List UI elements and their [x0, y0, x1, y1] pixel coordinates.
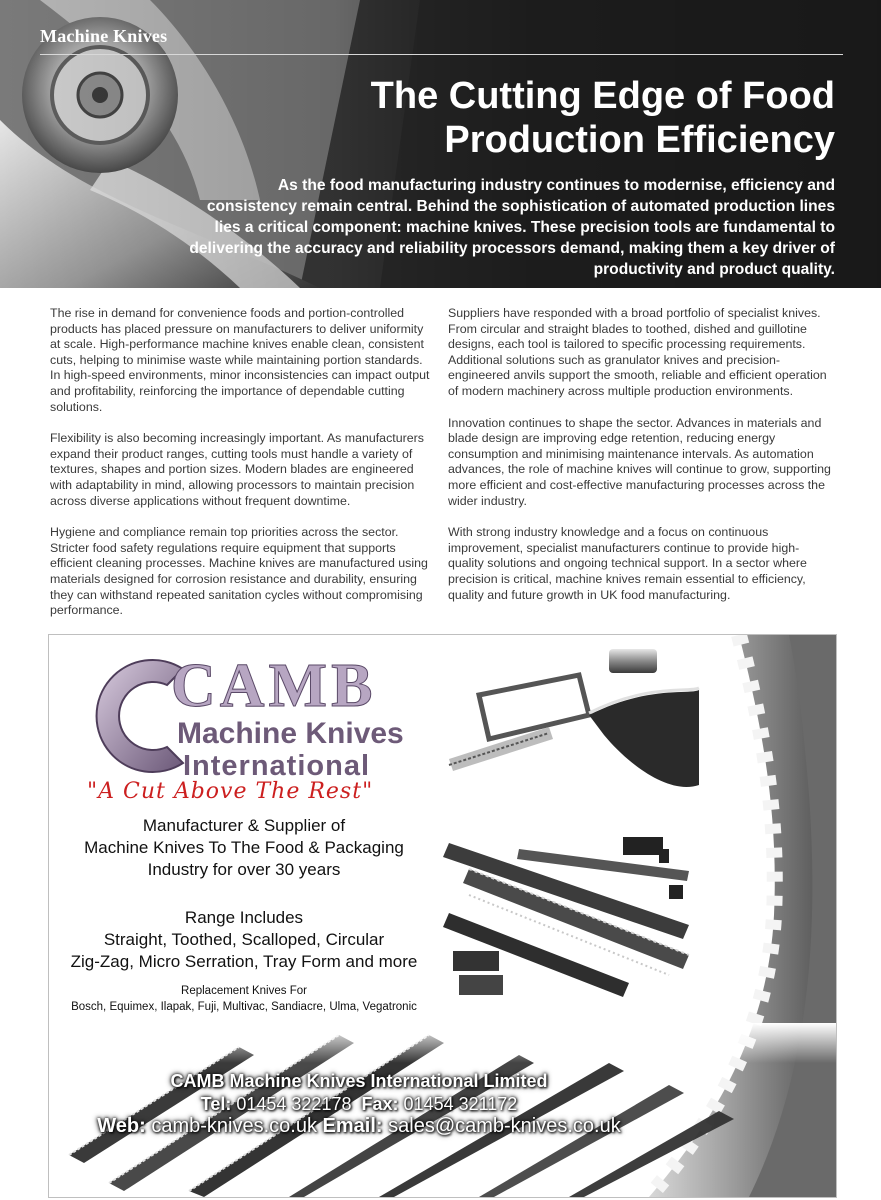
body-paragraph: Innovation continues to shape the sector. Advances in materials and blade design are improving edge retention, reducing energy consumption and minimising maintenance intervals. As automation advances, the role of machine knives will continue to grow, supporting more efficient and cost-effective manufacturing processes across the wider industry.	[448, 415, 831, 508]
body-paragraph: Hygiene and compliance remain top priorities across the sector. Stricter food safety regulations require equipment that supports efficient cleaning processes. Machine knives are manufactured using materials designed for corrosion resistance and durability, ensuring they can withstand repeated sanitation cycles without compromising performance.	[50, 525, 428, 618]
fax-label: Fax:	[361, 1094, 399, 1114]
section-label: Machine Knives	[40, 26, 168, 46]
tel-number[interactable]: 01454 322178	[236, 1094, 352, 1114]
body-column-left	[50, 306, 434, 635]
email-link[interactable]: sales@camb-knives.co.uk	[388, 1115, 621, 1137]
header-divider	[40, 54, 843, 55]
logo-wordmark: CAMB	[171, 652, 377, 720]
logo-tagline: "A Cut Above The Rest"	[87, 779, 374, 804]
logo-line-2: International	[183, 750, 371, 782]
camb-logo	[79, 643, 459, 813]
web-label: Web:	[97, 1115, 146, 1137]
article-standfirst: As the food manufacturing industry continues to modernise, efficiency and consistency remain central. Behind the sophistication of automated production lines lies a critical component: machine knives. These precision tools are fundamental to delivering the accuracy and reliability processors demand, making them a key driver of productivity and product quality.	[189, 177, 835, 278]
logo-line-1: Machine Knives	[177, 717, 404, 750]
headline-line-2: Production Efficiency	[444, 119, 835, 161]
camb-advert	[48, 634, 837, 1198]
body-paragraph: Suppliers have responded with a broad portfolio of specialist knives. From circular and straight blades to toothed, dished and guillotine designs, each tool is tailored to specific processing requirements. Additional solutions such as granulator knives and precision-engineered anvils support the smooth, reliable and efficient operation of modern machinery across multiple production environments.	[448, 306, 827, 398]
manufacturer-line: Manufacturer & Supplier of	[142, 816, 346, 835]
fax-number: 01454 321172	[403, 1094, 518, 1114]
headline-line-1: The Cutting Edge of Food	[370, 75, 835, 117]
article-headline	[275, 74, 835, 162]
manufacturer-line: Machine Knives To The Food & Packaging	[84, 838, 404, 857]
body-column-right	[448, 306, 832, 619]
range-title: Range Includes	[184, 908, 304, 927]
replacement-brands: Bosch, Equimex, Ilapak, Fuji, Multivac, Sandiacre, Ulma, Vegatronic	[71, 1001, 417, 1013]
range-line: Zig-Zag, Micro Serration, Tray Form and more	[70, 952, 418, 971]
range-line: Straight, Toothed, Scalloped, Circular	[103, 930, 385, 949]
web-link[interactable]: camb-knives.co.uk	[151, 1115, 317, 1137]
contact-web-email	[79, 1115, 639, 1138]
advert-manufacturer-text	[49, 815, 439, 881]
header-banner	[0, 0, 881, 288]
body-paragraph: The rise in demand for convenience foods and portion-controlled products has placed pressure on manufacturers to deliver uniformity at scale. High-performance machine knives enable clean, consistent cuts, helping to minimise waste while maintaining portion standards. In high-speed environments, minor inconsistencies can impact output and profitability, reinforcing the importance of dependable cutting solutions.	[50, 306, 430, 414]
body-paragraph: Flexibility is also becoming increasingly important. As manufacturers expand their product ranges, cutting tools must handle a variety of textures, shapes and portion sizes. Modern blades are engineered with adaptability in mind, allowing processors to maintain precision across diverse applications without frequent downtime.	[50, 431, 424, 508]
replacement-title: Replacement Knives For	[181, 985, 307, 997]
tel-label: Tel:	[200, 1094, 232, 1114]
manufacturer-line: Industry for over 30 years	[147, 860, 341, 879]
contact-company: CAMB Machine Knives International Limited	[170, 1071, 548, 1091]
contact-phone-fax	[79, 1094, 639, 1115]
body-paragraph: With strong industry knowledge and a focus on continuous improvement, specialist manufacturers continue to provide high-quality solutions and ongoing technical support. In a sector where precision is critical, machine knives remain essential to efficiency, quality and future growth in UK food manufacturing.	[448, 525, 807, 602]
email-label: Email:	[322, 1115, 383, 1137]
range-list	[49, 929, 439, 973]
